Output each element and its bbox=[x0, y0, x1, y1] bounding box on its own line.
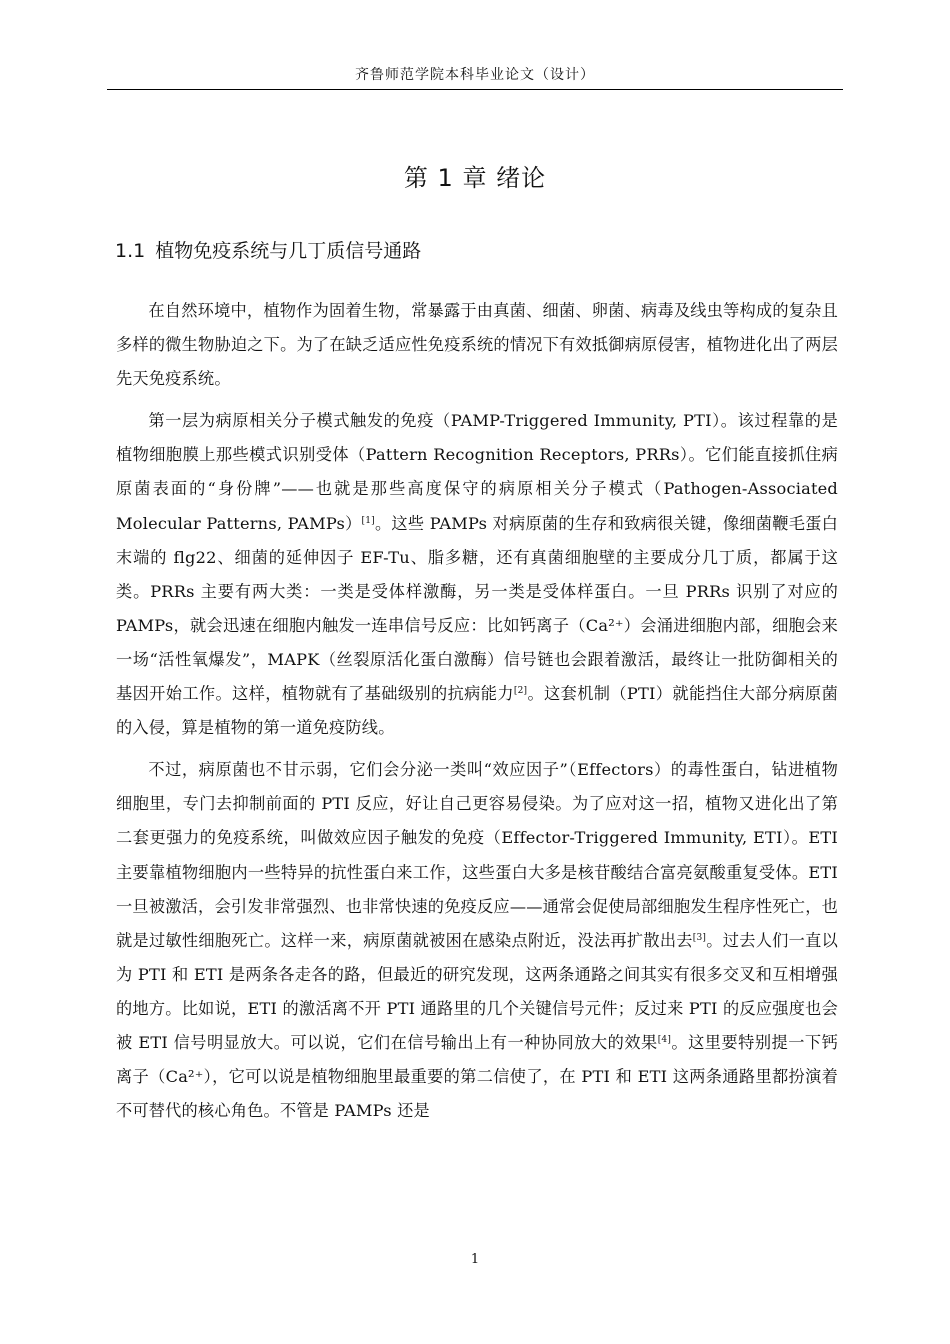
chapter-title: 第 1 章 绪论 bbox=[403, 164, 547, 192]
page-number: 1 bbox=[470, 1252, 480, 1267]
header-rule bbox=[107, 89, 843, 90]
text-run: 在自然环境中，植物作为固着生物，常暴露于由真菌、细菌、卵菌、病毒及线虫等构成的复杂且多样的微生物胁迫之下。为了在缺乏适应性免疫系统的情况下有效抵御病原侵害，植物进化出了两层先天免疫系统。 bbox=[116, 301, 838, 389]
text-run: 。这套机制（PTI）就能挡住大部分病原菌的入侵，算是植物的第一道免疫防线。 bbox=[116, 684, 838, 738]
paragraph-2 bbox=[116, 404, 838, 745]
paragraph-1 bbox=[116, 294, 838, 396]
section-title: 植物免疫系统与几丁质信号通路 bbox=[155, 240, 422, 262]
text-run: 。这些 PAMPs 对病原菌的生存和致病很关键，像细菌鞭毛蛋白末端的 flg22、细菌的延伸因子 EF-Tu、脂多糖，还有真菌细胞壁的主要成分几丁质，都属于这类。PRRs 主要有两大类：一类是受体样激酶，另一类是受体样蛋白。一旦 PRRs 识别了对应的 PAMPs，就会迅速在细胞内触发一连串信号反应：比如钙离子（Ca²⁺）会涌进细胞内部，细胞会来一场“活性氧爆发”，MAPK（丝裂原活化蛋白激酶）信号链也会跟着激活，最终让一批防御相关的基因开始工作。这样，植物就有了基础级别的抗病能力 bbox=[116, 513, 838, 704]
citation-ref: [3] bbox=[692, 932, 707, 943]
text-run: 。这里要特别提一下钙离子（Ca²⁺），它可以说是植物细胞里最重要的第二信使了，在 PTI 和 ETI 这两条通路里都扮演着不可替代的核心角色。不管是 PAMPs 还是 bbox=[116, 1032, 839, 1121]
section-heading bbox=[115, 236, 421, 263]
citation-ref: [2] bbox=[513, 686, 528, 697]
text-run: 不过，病原菌也不甘示弱，它们会分泌一类叫“效应因子”（Effectors）的毒性蛋白，钻进植物细胞里，专门去抑制前面的 PTI 反应，好让自己更容易侵染。为了应对这一招，植物又进化出了第二套更强力的免疫系统，叫做效应因子触发的免疫（Effector-Triggered Immunity, ETI）。ETI 主要靠植物细胞内一些特异的抗性蛋白来工作，这些蛋白大多是核苷酸结合富亮氨酸重复受体。ETI 一旦被激活，会引发非常强烈、也非常快速的免疫反应——通常会促使局部细胞发生程序性死亡，也就是过敏性细胞死亡。这样一来，病原菌就被困在感染点附近，没法再扩散出去 bbox=[116, 760, 838, 950]
body-text bbox=[116, 294, 838, 1136]
text-run: 第一层为病原相关分子模式触发的免疫（PAMP-Triggered Immunity, PTI）。该过程靠的是植物细胞膜上那些模式识别受体（Pattern Recognition Receptors, PRRs）。它们能直接抓住病原菌表面的“身份牌”——也就是那些高度保守的病原相关分子模式（Pathogen-Associated Molecular Patterns, PAMPs） bbox=[116, 411, 838, 533]
text-run: 。过去人们一直以为 PTI 和 ETI 是两条各走各的路，但最近的研究发现，这两条通路之间其实有很多交叉和互相增强的地方。比如说，ETI 的激活离不开 PTI 通路里的几个关键信号元件；反过来 PTI 的反应强度也会被 ETI 信号明显放大。可以说，它们在信号输出上有一种协同放大的效果 bbox=[116, 930, 838, 1052]
running-header: 齐鲁师范学院本科毕业论文（设计） bbox=[355, 67, 595, 83]
paragraph-3 bbox=[116, 753, 838, 1128]
citation-ref: [1] bbox=[361, 515, 375, 526]
section-number: 1.1 bbox=[115, 240, 146, 262]
citation-ref: [4] bbox=[657, 1034, 672, 1045]
